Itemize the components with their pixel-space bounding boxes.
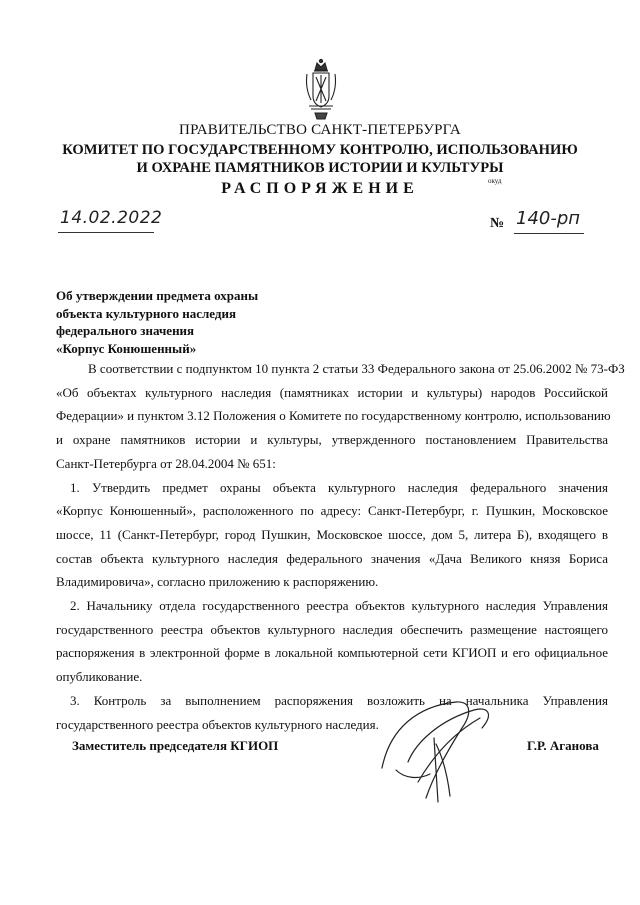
government-name: ПРАВИТЕЛЬСТВО САНКТ-ПЕТЕРБУРГА [179, 122, 461, 138]
item3-line: 3. Контроль за выполнением распоряжения возложить на начальника Управления [70, 692, 608, 708]
subject-line: «Корпус Конюшенный» [56, 340, 197, 356]
handwritten-signature [378, 698, 500, 806]
okud-label: окуд [488, 177, 502, 185]
signatory-position: Заместитель председателя КГИОП [72, 738, 279, 753]
subject-line: Об утверждении предмета охраны [56, 288, 259, 303]
document-date [58, 208, 163, 234]
item1-line: шоссе, 11 (Санкт-Петербург, город Пушкин, Московское шоссе, дом 5, литера Б), входящего в [56, 526, 608, 542]
preamble-line: и охране памятников истории и культуры, утвержденного постановлением Правительства [56, 432, 608, 448]
item1-line: 1. Утвердить предмет охраны объекта культурного наследия федерального значения [70, 479, 608, 495]
item1-line: Владимировича», согласно приложению к распоряжению. [56, 574, 379, 590]
preamble-line: Федерации» и пунктом 3.12 Положения о Комитете по государственному контролю, использованию [56, 408, 611, 424]
coat-of-arms-icon [304, 58, 338, 120]
item2-line: 2. Начальнику отдела государственного реестра объектов культурного наследия Управления [70, 598, 608, 614]
preamble-line: В соответствии с подпунктом 10 пункта 2 статьи 33 Федерального закона от 25.06.2002 № 73-ФЗ [88, 361, 625, 376]
subject-heading [56, 287, 258, 357]
item1-line: «Корпус Конюшенный», расположенного по адресу: Санкт-Петербург, г. Пушкин, Московское [56, 503, 608, 519]
subject-line: федерального значения [56, 323, 195, 338]
document-type-title: РАСПОРЯЖЕНИЕ [221, 180, 419, 197]
number-value: 140-рп [516, 208, 581, 229]
item1-line: состав объекта культурного наследия федерального значения «Дача Великого князя Бориса [56, 550, 608, 566]
date-value: 14.02.2022 [60, 208, 163, 228]
document-body [56, 357, 625, 736]
subject-line: объекта культурного наследия [56, 305, 236, 321]
preamble-line: «Об объектах культурного наследия (памятниках истории и культуры) народов Российской [56, 384, 608, 400]
number-sign: № [490, 216, 505, 231]
item2-line: распоряжения в электронной форме в локальной компьютерной сети КГИОП и его официальное [56, 645, 608, 661]
preamble-line: Санкт-Петербурга от 28.04.2004 № 651: [56, 455, 276, 471]
committee-name-line2: И ОХРАНЕ ПАМЯТНИКОВ ИСТОРИИ И КУЛЬТУРЫ [136, 160, 504, 176]
document-number [490, 208, 584, 236]
date-underline [58, 232, 154, 233]
item2-line: опубликование. [56, 669, 143, 685]
committee-name-line1: КОМИТЕТ ПО ГОСУДАРСТВЕННОМУ КОНТРОЛЮ, ИСПОЛЬЗОВАНИЮ [62, 142, 578, 158]
item2-line: государственного реестра объектов культурного наследия обеспечить размещение настоящего [56, 621, 608, 637]
signatory-name: Г.Р. Аганова [527, 738, 599, 753]
item3-line: государственного реестра объектов культурного наследия. [56, 716, 379, 732]
number-underline [514, 233, 584, 234]
